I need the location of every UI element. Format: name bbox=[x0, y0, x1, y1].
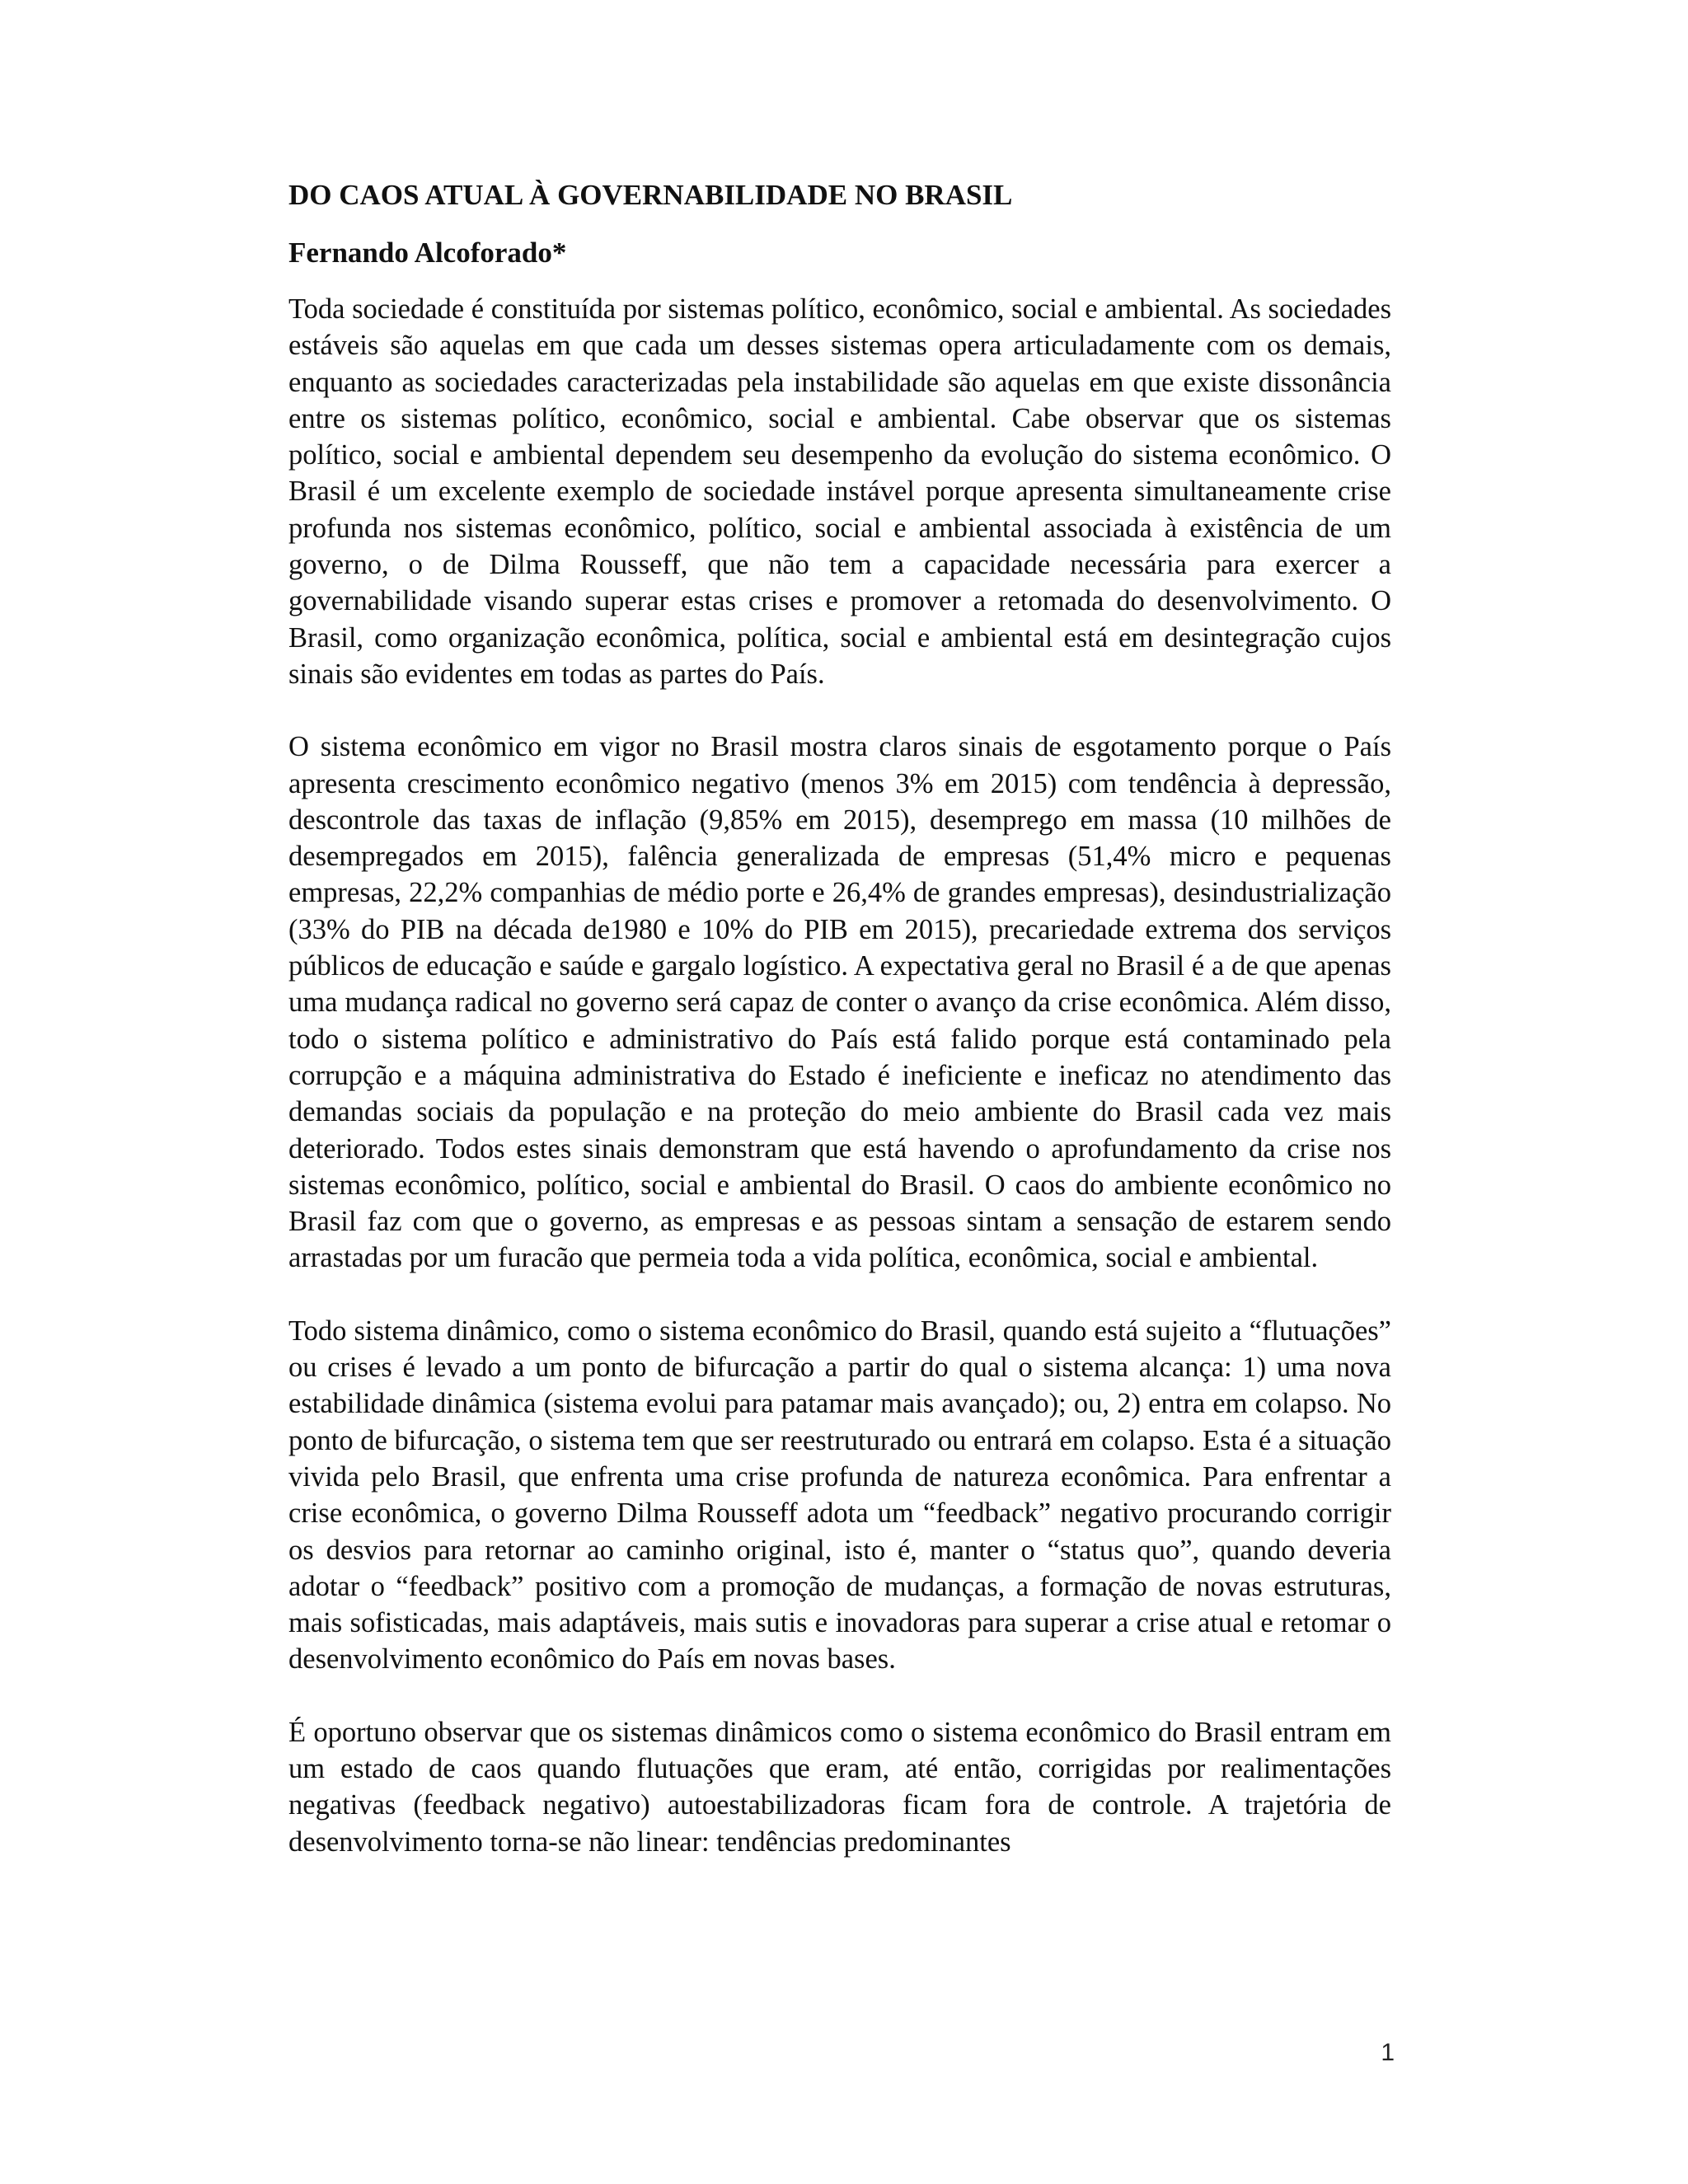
paragraph-4: É oportuno observar que os sistemas dinâmicos como o sistema econômico do Brasil entram em um estado de caos quando flutuações que eram, até então, corrigidas por realimentações negativas (feedback negativo) autoestabilizadoras ficam fora de controle. A trajetória de desenvolvimento torna-se não linear: tendências predominantes bbox=[288, 1716, 1391, 1858]
document-body bbox=[288, 177, 1391, 1896]
document-author: Fernando Alcoforado* bbox=[288, 237, 567, 269]
page-number: 1 bbox=[1381, 2039, 1395, 2066]
paragraph-3: Todo sistema dinâmico, como o sistema econômico do Brasil, quando está sujeito a “flutuações” ou crises é levado a um ponto de bifurcação a partir do qual o sistema alcança: 1) uma nova estabilidade dinâmica (sistema evolui para patamar mais avançado); ou, 2) entra em colapso. No ponto de bifurcação, o sistema tem que ser reestruturado ou entrará em colapso. Esta é a situação vivida pelo Brasil, que enfrenta uma crise profunda de natureza econômica. Para enfrentar a crise econômica, o governo Dilma Rousseff adota um “feedback” negativo procurando corrigir os desvios para retornar ao caminho original, isto é, manter o “status quo”, quando deveria adotar o “feedback” positivo com a promoção de mudanças, a formação de novas estruturas, mais sofisticadas, mais adaptáveis, mais sutis e inovadoras para superar a crise atual e retomar o desenvolvimento econômico do País em novas bases. bbox=[288, 1315, 1391, 1675]
paragraph-2: O sistema econômico em vigor no Brasil mostra claros sinais de esgotamento porque o País apresenta crescimento econômico negativo (menos 3% em 2015) com tendência à depressão, descontrole das taxas de inflação (9,85% em 2015), desemprego em massa (10 milhões de desempregados em 2015), falência generalizada de empresas (51,4% micro e pequenas empresas, 22,2% companhias de médio porte e 26,4% de grandes empresas), desindustrialização (33% do PIB na década de1980 e 10% do PIB em 2015), precariedade extrema dos serviços públicos de educação e saúde e gargalo logístico. A expectativa geral no Brasil é a de que apenas uma mudança radical no governo será capaz de conter o avanço da crise econômica. Além disso, todo o sistema político e administrativo do País está falido porque está contaminado pela corrupção e a máquina administrativa do Estado é ineficiente e ineficaz no atendimento das demandas sociais da população e na proteção do meio ambiente do Brasil cada vez mais deteriorado. Todos estes sinais demonstram que está havendo o aprofundamento da crise nos sistemas econômico, político, social e ambiental do Brasil. O caos do ambiente econômico no Brasil faz com que o governo, as empresas e as pessoas sintam a sensação de estarem sendo arrastadas por um furacão que permeia toda a vida política, econômica, social e ambiental. bbox=[288, 731, 1391, 1274]
document-title: DO CAOS ATUAL À GOVERNABILIDADE NO BRASIL bbox=[288, 179, 1013, 211]
paragraph-1: Toda sociedade é constituída por sistemas político, econômico, social e ambiental. As sociedades estáveis são aquelas em que cada um desses sistemas opera articuladamente com os demais, enquanto as sociedades caracterizadas pela instabilidade são aquelas em que existe dissonância entre os sistemas político, econômico, social e ambiental. Cabe observar que os sistemas político, social e ambiental dependem seu desempenho da evolução do sistema econômico. O Brasil é um excelente exemplo de sociedade instável porque apresenta simultaneamente crise profunda nos sistemas econômico, político, social e ambiental associada à existência de um governo, o de Dilma Rousseff, que não tem a capacidade necessária para exercer a governabilidade visando superar estas crises e promover a retomada do desenvolvimento. O Brasil, como organização econômica, política, social e ambiental está em desintegração cujos sinais são evidentes em todas as partes do País. bbox=[288, 293, 1391, 690]
